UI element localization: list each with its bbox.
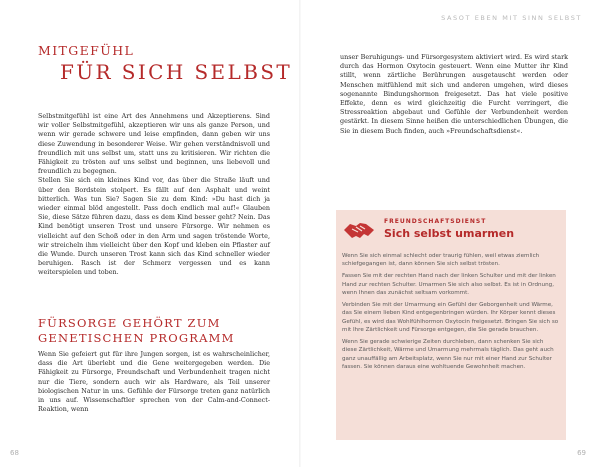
- handshake-icon: [342, 216, 376, 242]
- box-paragraph: Wenn Sie gerade schwierige Zeiten durchleben, dann schenken Sie sich diese Zärtlichkeit, Wärme und Umarmung mehrmals täglich. Das geht auch ganz unauffällig am Arbeitsplatz, wenn Sie nur mit einer Hand zur Schulter fassen. Sie können daraus eine wohltuende Gewohnheit machen.: [342, 338, 554, 371]
- section-kicker: MITGEFÜHL: [38, 43, 135, 58]
- page-number-left: 68: [10, 449, 19, 457]
- paragraph: Stellen Sie sich ein kleines Kind vor, das über die Straße läuft und über den Bordstein stolpert. Es fällt auf den Asphalt und weint bitterlich. Was tun Sie? Sagen Sie zu dem Kind: »Du hast dich ja wieder einmal blöd angestellt. Pass doch endlich mal auf!« Glauben Sie, diese Sätze führen dazu, dass es dem Kind besser geht? Nein. Das Kind benötigt unseren Trost und unsere Fürsorge. Wir nehmen es vielleicht auf den Schoß oder in den Arm und sagen tröstende Worte, wir streicheln ihm vielleicht über den Kopf und kleben ein Pflaster auf die Wunde. Durch unseren Trost kann sich das Kind schneller wieder beruhigen. Rasch ist der Schmerz vergessen und es kann weiterspielen und toben.: [38, 176, 270, 277]
- paragraph: Selbstmitgefühl ist eine Art des Annehmens und Akzeptierens. Sind wir voller Selbstmitgefühl, akzeptieren wir uns als ganze Person, und wenn wir gerade schwere und leise empfinden, dann geben wir uns diese Zuwendung in besonderer Weise. Wir gehen verständnisvoll und freundlich mit uns selbst um, statt uns zu kritisieren. Wir richten die Fähigkeit zu trösten auf uns selbst und beginnen, uns liebevoll und freundlich zu begegnen.: [38, 112, 270, 176]
- exercise-box: [336, 210, 566, 440]
- box-paragraph: Verbinden Sie mit der Umarmung ein Gefühl der Geborgenheit und Wärme, das Sie einem lieben Kind entgegenbringen würden. Ihr Körper kennt dieses Gefühl, es wird das Wohlfühlhormon Oxytocin freigesetzt. Bringen Sie sich so mit Ihre Zärtlichkeit und Fürsorge entgegen, die Sie gerade brauchen.: [342, 301, 559, 334]
- box-paragraph: Wenn Sie sich einmal schlecht oder traurig fühlen, weil etwas ziemlich schiefgegangen ist, dann können Sie sich selbst trösten.: [342, 253, 540, 268]
- sub-heading-line: GENETISCHEN PROGRAMM: [38, 331, 235, 345]
- left-body-text-2: [38, 350, 270, 414]
- box-title: Sich selbst umarmen: [384, 227, 515, 240]
- box-text: [342, 252, 560, 375]
- page-title: FÜR SICH SELBST: [60, 60, 293, 84]
- paragraph: unser Beruhigungs- und Fürsorgesystem aktiviert wird. Es wird stark durch das Hormon Oxytocin gesteuert. Wenn eine Mutter ihr Kind stillt, wenn zärtliche Berührungen ausgetauscht werden oder Menschen mitfühlend mit sich und anderen umgehen, wird dieses sogenannte Bindungshormon freigesetzt. Das hat viele positive Effekte, denn es wird gleichzeitig die Furcht verringert, die Stressreaktion abgebaut und Gefühle der Verbundenheit werden gestärkt. In diesem Sinne heißen die unterschiedlichen Übungen, die Sie in diesem Buch finden, auch »Freundschaftsdienst«.: [340, 53, 568, 135]
- box-kicker: FREUNDSCHAFTSDIENST: [384, 218, 487, 225]
- sub-heading-line: FÜRSORGE GEHÖRT ZUM: [38, 316, 221, 330]
- running-head: SASOT EBEN MIT SINN SELBST: [441, 14, 582, 22]
- page-fold: [299, 0, 301, 467]
- paragraph: Wenn Sie gefeiert gut für ihre Jungen sorgen, ist es wahrscheinlicher, dass die Art überlebt und die Gene weitergegeben werden. Die Fähigkeit zu Fürsorge, Freundschaft und Verbundenheit tragen nicht nur die Tiere, sondern auch wir als Hardware, als Teil unserer biologischen Natur in uns. Gefühle der Fürsorge treten ganz natürlich in uns auf. Wissenschaftler sprechen von der Calm-and-Connect-Reaktion, wenn: [38, 350, 270, 414]
- box-paragraph: Fassen Sie mit der rechten Hand nach der linken Schulter und mit der linken Hand zur rechten Schulter. Umarmen Sie sich also selbst. Es ist in Ordnung, wenn Ihnen das zunächst seltsam vorkommt.: [342, 273, 556, 297]
- left-body-text: [38, 112, 270, 278]
- page-number-right: 69: [577, 449, 586, 457]
- sub-heading: [38, 316, 235, 346]
- right-body-text: [340, 53, 568, 136]
